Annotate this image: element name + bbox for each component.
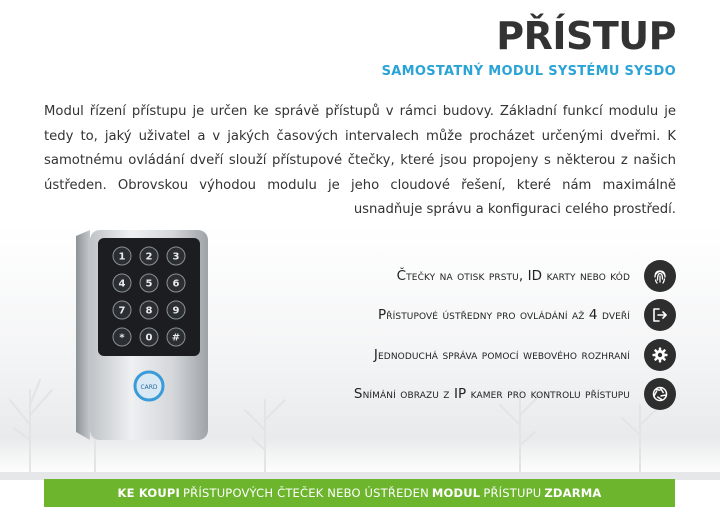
keypad-key-label: 5 bbox=[145, 278, 153, 290]
feature-item-controllers bbox=[206, 296, 676, 336]
intro-paragraph: Modul řízení přístupu je určen ke správě přístupů v rámci budovy. Základní funkcí modulu je tedy to, jaký uživatel a v jakých časových intervalech může procházet určenými dveřmi. K samotnému ovládání dveří slouží přístupové čtečky, které jsou propojeny s některou z našich ústředen. Obrovskou výhodou modulu je jeho cloudové řešení, které nám maximálně usnadňuje správu a konfiguraci celého prostředí. bbox=[44, 104, 676, 218]
keypad-key-label: 7 bbox=[118, 305, 126, 317]
feature-label: Přístupové ústředny pro ovládání až 4 dveří bbox=[378, 307, 630, 324]
page-subtitle: SAMOSTATNÝ MODUL SYSTÉMU SYSDO bbox=[381, 64, 676, 79]
cta-text-part5: ZDARMA bbox=[544, 486, 602, 500]
keypad-key-label: 4 bbox=[118, 278, 126, 290]
keypad-key-label: 8 bbox=[145, 305, 153, 317]
page-title: PŘÍSTUP bbox=[496, 14, 676, 58]
keypad-key-label: 3 bbox=[172, 251, 180, 263]
feature-item-web-admin bbox=[206, 335, 676, 375]
cta-text-part2: PŘÍSTUPOVÝCH ČTEČEK NEBO ÚSTŘEDEN bbox=[183, 486, 429, 500]
fingerprint-icon bbox=[644, 260, 676, 292]
feature-label: Jednoduchá správa pomocí webového rozhraní bbox=[373, 346, 630, 363]
access-keypad-reader-image bbox=[62, 226, 222, 446]
card-reader-label: CARD bbox=[140, 384, 158, 391]
cta-text-part3: MODUL bbox=[431, 486, 481, 500]
camera-lens-icon bbox=[644, 378, 676, 410]
gear-icon bbox=[644, 339, 676, 371]
feature-list bbox=[206, 256, 676, 414]
cta-banner[interactable] bbox=[44, 479, 675, 507]
keypad-key-label: 2 bbox=[145, 251, 153, 263]
feature-label: Snímání obrazu z IP kamer pro kontrolu přístupu bbox=[353, 386, 630, 403]
feature-item-fingerprint bbox=[206, 256, 676, 296]
keypad-key-label: 1 bbox=[118, 251, 126, 263]
cta-text-part4: PŘÍSTUPU bbox=[483, 486, 542, 500]
keypad-key-label: 0 bbox=[145, 332, 153, 344]
cta-text-part1: KE KOUPI bbox=[117, 486, 181, 500]
keypad-key-label: 6 bbox=[172, 278, 180, 290]
feature-label: Čtečky na otisk prstu, ID karty nebo kód bbox=[396, 267, 630, 284]
keypad-key-label: 9 bbox=[172, 305, 180, 317]
keypad-key-label: # bbox=[171, 332, 181, 344]
door-exit-icon bbox=[644, 299, 676, 331]
keypad-key-label: * bbox=[119, 332, 125, 344]
feature-item-ip-camera bbox=[206, 375, 676, 415]
